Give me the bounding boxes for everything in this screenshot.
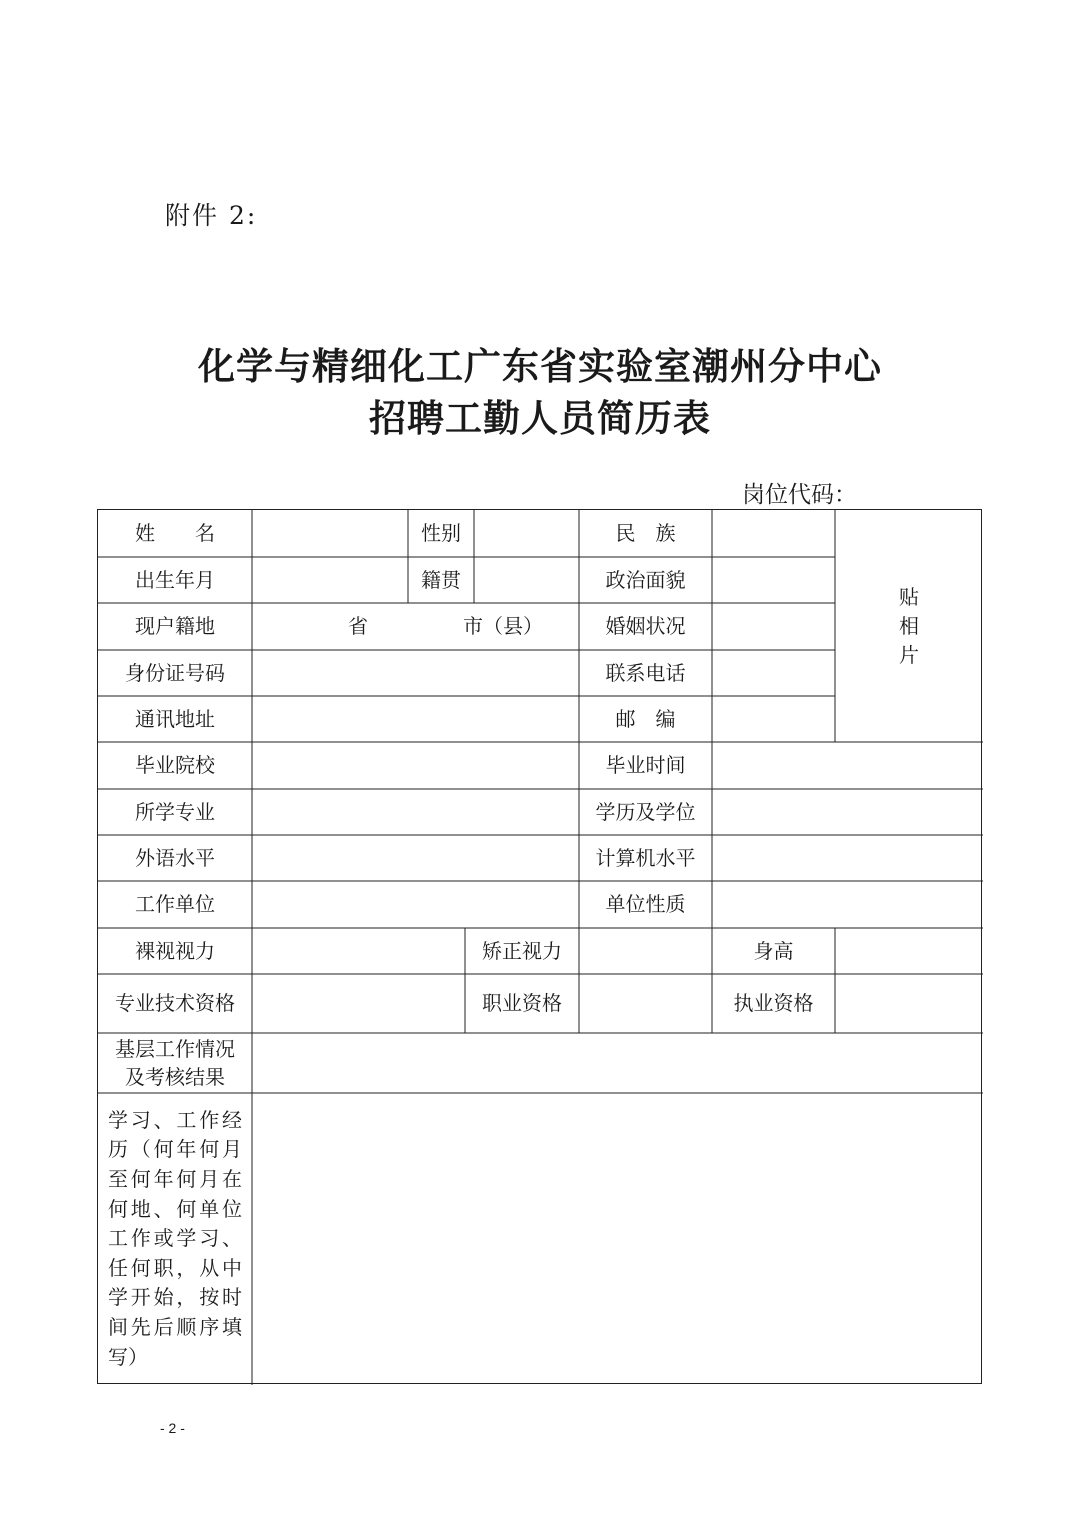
input-political-status[interactable] [712, 557, 835, 603]
photo-label-1: 贴 [899, 584, 919, 609]
input-experience[interactable] [252, 1093, 983, 1385]
label-grad-time: 毕业时间 [605, 753, 686, 777]
input-postcode[interactable] [712, 696, 835, 742]
input-name[interactable] [252, 510, 408, 557]
label-practice-qualification: 执业资格 [733, 991, 814, 1015]
label-phone: 联系电话 [605, 660, 686, 685]
label-name: 姓 名 [135, 521, 215, 545]
label-gender: 性别 [421, 521, 461, 545]
page-number: - 2 - [160, 1420, 185, 1436]
input-employer[interactable] [252, 881, 579, 928]
label-political-status: 政治面貌 [605, 567, 686, 592]
label-province: 省 [348, 614, 368, 638]
input-native-place[interactable] [474, 557, 579, 603]
label-height: 身高 [753, 938, 794, 963]
label-computer-level: 计算机水平 [595, 845, 696, 870]
input-corrected-vision[interactable] [579, 928, 712, 974]
input-major[interactable] [252, 789, 579, 835]
label-ethnicity: 民 族 [615, 521, 676, 545]
input-id-number[interactable] [252, 650, 579, 696]
label-naked-vision: 裸视视力 [135, 938, 215, 963]
input-naked-vision[interactable] [252, 928, 465, 974]
label-tech-qualification: 专业技术资格 [115, 991, 235, 1015]
input-practice-qualification[interactable] [835, 974, 983, 1033]
input-foreign-language[interactable] [252, 835, 579, 881]
input-computer-level[interactable] [712, 835, 983, 881]
label-experience: 学习、工作经历（何年何月至何年何月在何地、何单位工作或学习、任何职，从中学开始，按时间先后顺序填写） [108, 1107, 242, 1369]
photo-area[interactable] [835, 510, 983, 742]
input-address[interactable] [252, 696, 579, 742]
label-address: 通讯地址 [135, 706, 215, 731]
label-birth: 出生年月 [135, 567, 215, 592]
input-school[interactable] [252, 742, 579, 789]
input-employer-type[interactable] [712, 881, 983, 928]
photo-label-2: 相 [899, 613, 919, 638]
input-grad-time[interactable] [712, 742, 983, 789]
label-employer-type: 单位性质 [605, 892, 686, 916]
input-grassroots-work[interactable] [252, 1033, 983, 1093]
label-grassroots-work: 基层工作情况及考核结果 [115, 1037, 235, 1089]
label-degree: 学历及学位 [595, 799, 696, 824]
input-marital[interactable] [712, 603, 835, 650]
label-postcode: 邮 编 [615, 706, 676, 731]
label-employer: 工作单位 [135, 892, 215, 916]
label-city-county: 市（县） [463, 614, 543, 638]
label-native-place: 籍贯 [421, 567, 461, 592]
form-title-line-1: 化学与精细化工广东省实验室潮州分中心 [198, 344, 882, 388]
input-gender[interactable] [474, 510, 579, 557]
input-height[interactable] [835, 928, 983, 974]
post-code-label: 岗位代码： [742, 482, 857, 508]
label-corrected-vision: 矫正视力 [482, 938, 562, 963]
label-foreign-language: 外语水平 [135, 845, 215, 870]
label-household: 现户籍地 [135, 614, 215, 638]
input-phone[interactable] [712, 650, 835, 696]
input-birth[interactable] [252, 557, 408, 603]
label-professional-qualification: 职业资格 [482, 991, 562, 1015]
input-tech-qualification[interactable] [252, 974, 465, 1033]
resume-form-table [97, 509, 982, 1384]
label-marital: 婚姻状况 [605, 614, 686, 638]
attachment-label: 附件 2: [165, 201, 258, 230]
input-degree[interactable] [712, 789, 983, 835]
form-title-line-2: 招聘工勤人员简历表 [369, 396, 711, 440]
input-ethnicity[interactable] [712, 510, 835, 557]
input-professional-qualification[interactable] [579, 974, 712, 1033]
photo-label-3: 片 [899, 642, 919, 667]
label-school: 毕业院校 [135, 753, 215, 777]
label-id-number: 身份证号码 [125, 660, 225, 685]
label-major: 所学专业 [135, 799, 215, 824]
